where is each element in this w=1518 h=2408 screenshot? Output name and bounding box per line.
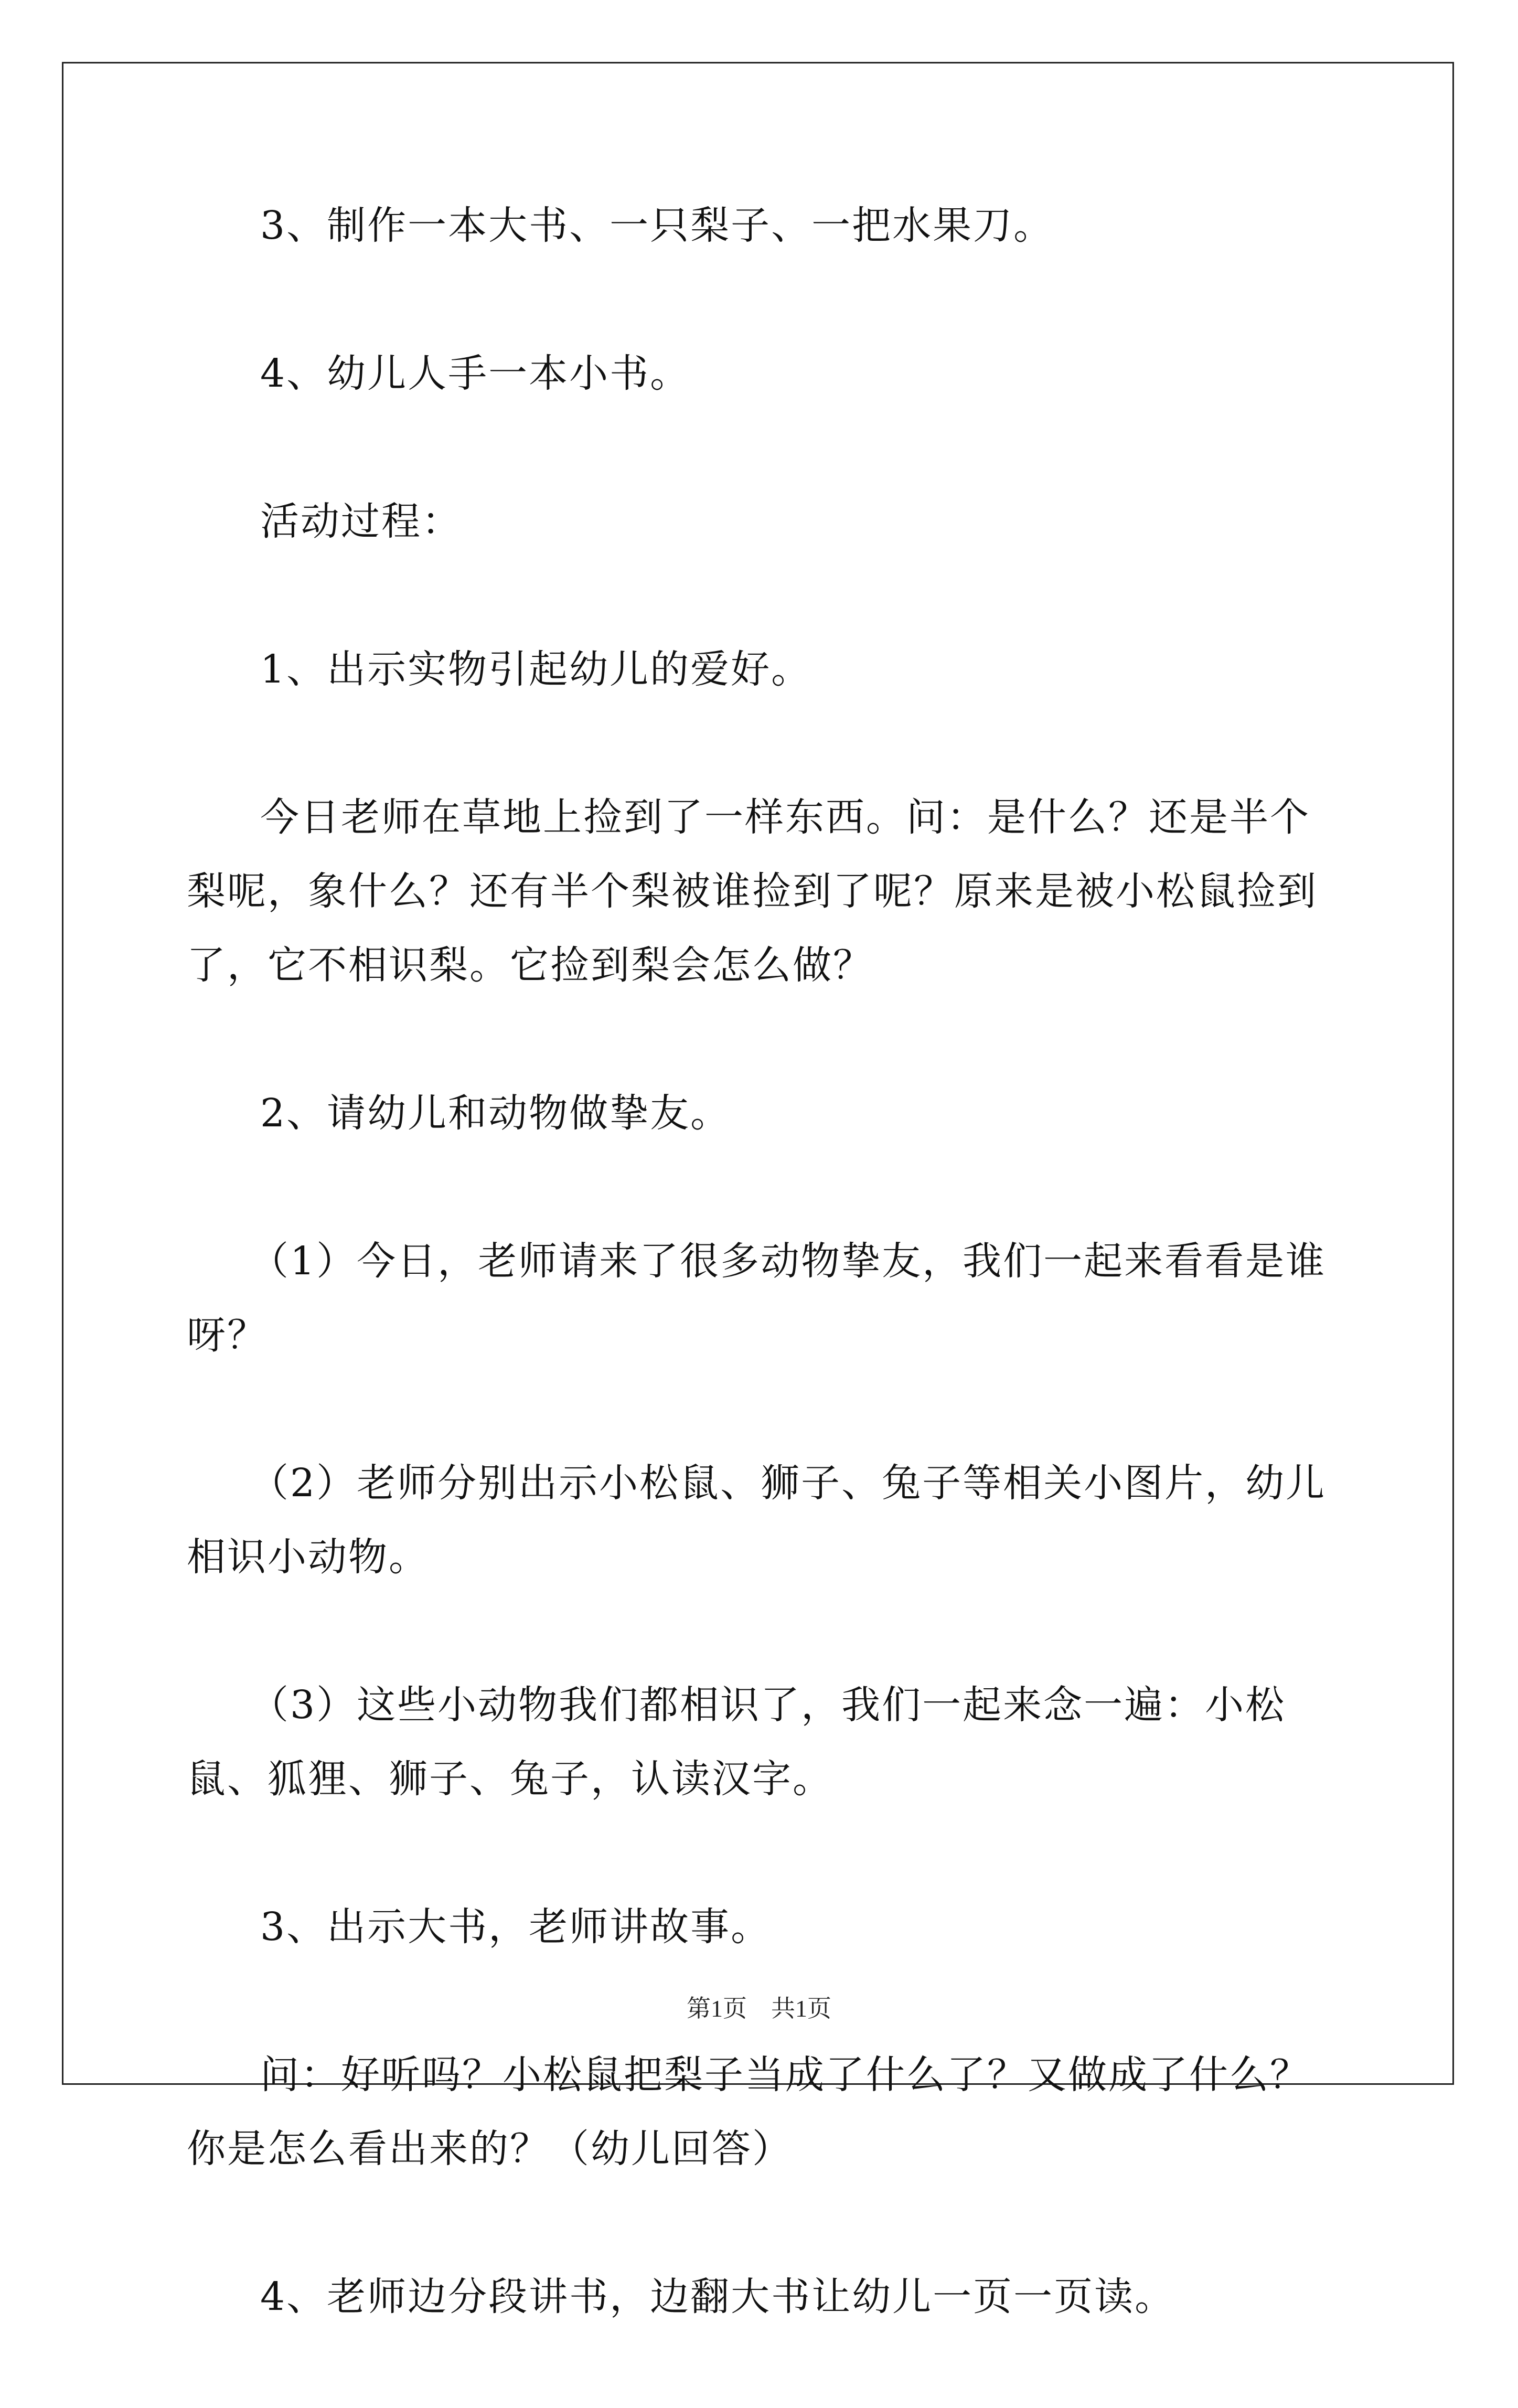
paragraph: 活动过程： [260, 499, 462, 544]
paragraph: 2、请幼儿和动物做挚友。 [260, 1091, 731, 1136]
paragraph: 问：好听吗？小松鼠把梨子当成了什么了？又做成了什么？你是怎么看出来的？（幼儿回答） [187, 2052, 1310, 2171]
paragraph: 3、出示大书，老师讲故事。 [260, 1904, 772, 1949]
paragraph: 今日老师在草地上捡到了一样东西。问：是什么？还是半个梨呢，象什么？还有半个梨被谁捡到了呢？原来是被小松鼠捡到了，它不相识梨。它捡到梨会怎么做？ [187, 795, 1318, 988]
paragraph: 4、幼儿人手一本小书。 [260, 351, 691, 396]
page-footer: 第1页 共1页 [687, 1995, 831, 2022]
paragraph: （2）老师分别出示小松鼠、狮子、兔子等相关小图片，幼儿相识小动物。 [187, 1461, 1327, 1580]
paragraph: 4、老师边分段讲书，边翻大书让幼儿一页一页读。 [260, 2274, 1175, 2319]
document-body [187, 189, 1341, 2408]
paragraph: （3）这些小动物我们都相识了，我们一起来念一遍：小松鼠、狐狸、狮子、兔子，认读汉字。 [187, 1682, 1286, 1802]
paragraph: 3、制作一本大书、一只梨子、一把水果刀。 [260, 203, 1054, 248]
paragraph: 1、出示实物引起幼儿的爱好。 [260, 647, 812, 692]
paragraph: （1）今日，老师请来了很多动物挚友，我们一起来看看是谁呀？ [187, 1239, 1327, 1358]
